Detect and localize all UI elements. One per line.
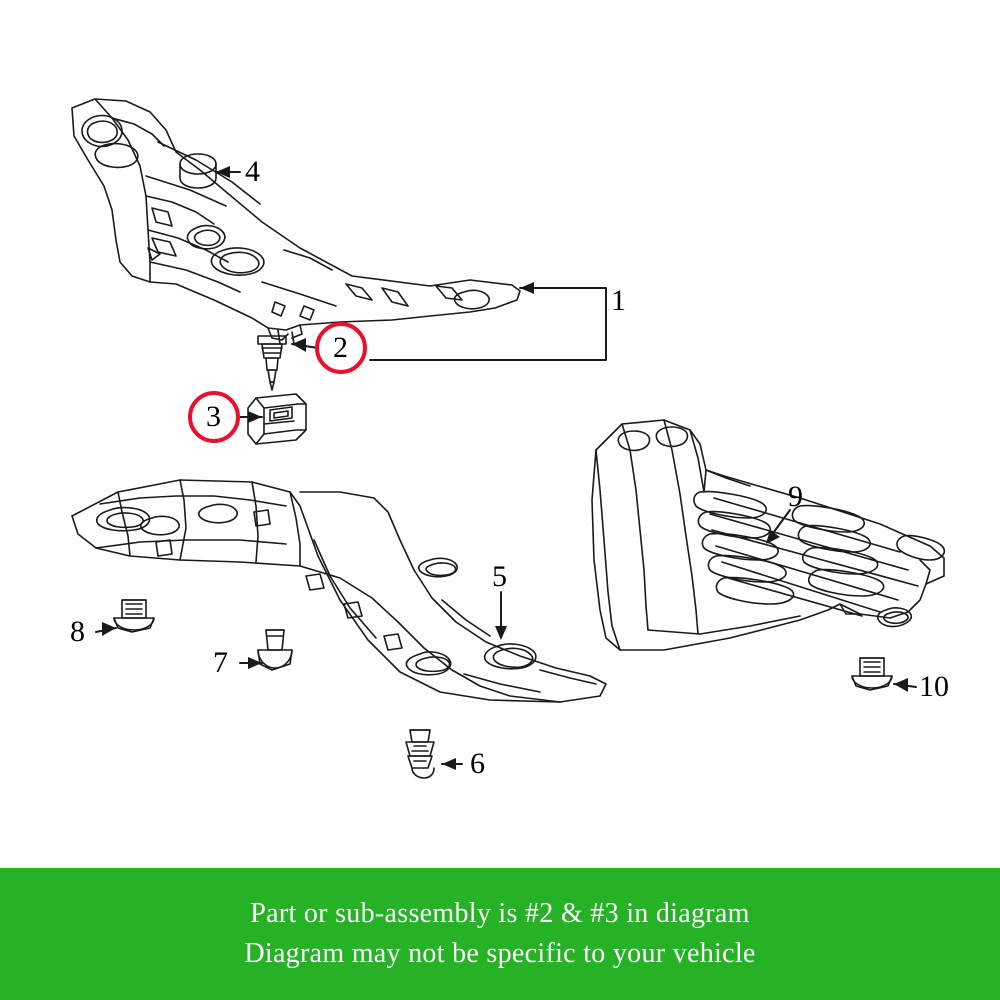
part-engine-under-cover-panel (592, 420, 944, 650)
callout-5: 5 (492, 560, 507, 593)
part-radiator-support-crossmember (72, 99, 520, 344)
part-flange-bolt-right (852, 658, 892, 690)
footer-note-banner (0, 868, 1000, 1000)
part-screw-grommet (258, 630, 292, 670)
footer-note-line-2: Diagram may not be specific to your vehicle (244, 938, 756, 969)
callout-10: 10 (919, 670, 949, 703)
part-flange-bolt (114, 600, 154, 632)
part-bolt-clip-fastener (258, 336, 286, 390)
part-front-under-cover-splash-shield (72, 480, 606, 702)
callout-7: 7 (213, 646, 228, 679)
callout-9: 9 (788, 480, 803, 513)
callout-1: 1 (611, 284, 626, 317)
callout-6: 6 (470, 747, 485, 780)
part-push-pin-clip (406, 730, 434, 778)
footer-note-line-1: Part or sub-assembly is #2 & #3 in diagram (250, 898, 750, 929)
callout-8: 8 (70, 615, 85, 648)
callout-2: 2 (333, 331, 348, 364)
callout-3: 3 (206, 400, 221, 433)
callout-4: 4 (245, 155, 260, 188)
